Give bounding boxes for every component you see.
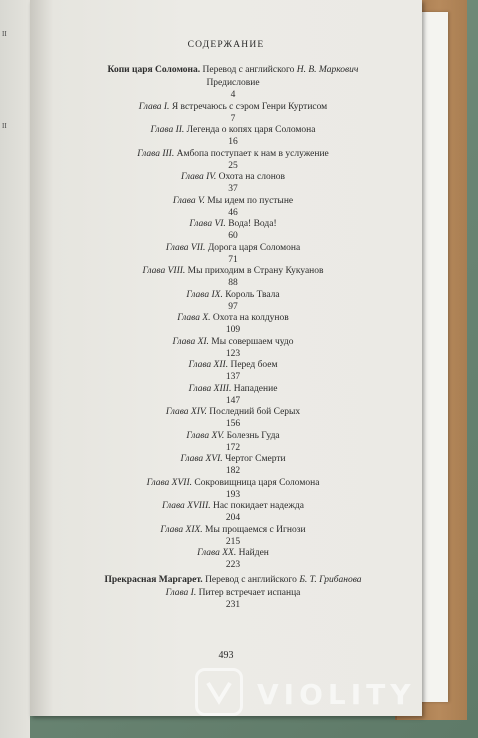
chapter-title: Перед боем	[230, 360, 278, 370]
chapter-title: Я встречаюсь с сэром Генри Куртисом	[171, 101, 328, 112]
chapter-label: Глава X.	[177, 313, 211, 323]
toc-page-number: 60	[228, 231, 238, 241]
chapter-label: Глава II.	[150, 125, 185, 135]
chapter-title: Охота на колдунов	[212, 313, 289, 323]
watermark	[195, 666, 465, 718]
chapter-label: Глава VIII.	[142, 266, 186, 276]
chapter-title: Последний бой Серых	[209, 407, 301, 417]
toc-chapter	[58, 195, 408, 208]
chapter-title: Мы идем по пустыне	[207, 195, 294, 206]
chapter-title: Мы совершаем чудо	[211, 336, 294, 347]
toc-page-number: 182	[225, 466, 241, 476]
toc-chapter	[58, 289, 408, 302]
section-title: Копи царя Соломона.	[107, 65, 201, 75]
toc-page-number: 109	[225, 325, 241, 335]
toc-page-number: 4	[230, 90, 236, 100]
toc-chapter	[58, 312, 408, 325]
chapter-title: Охота на слонов	[218, 172, 286, 182]
toc-chapter	[58, 218, 408, 231]
toc-page-number: 193	[225, 489, 241, 500]
chapter-title: Нас покидает надежда	[212, 501, 304, 511]
toc-page-number: 172	[225, 442, 241, 453]
previous-page-edge	[0, 0, 30, 738]
watermark-text: VIOLITY	[257, 678, 416, 711]
chapter-label: Глава XI.	[172, 336, 209, 347]
chapter-title: Найден	[238, 548, 269, 558]
toc-page-number: 7	[230, 113, 236, 124]
toc-chapter	[58, 148, 408, 161]
toc-chapter	[58, 406, 408, 419]
left-page-fragment: II	[2, 122, 7, 130]
chapter-label: Глава I.	[165, 587, 197, 598]
chapter-title: Дорога царя Соломона	[207, 242, 301, 253]
chapter-title: Вода! Вода!	[228, 219, 277, 229]
chapter-title: Питер встречает испанца	[198, 587, 301, 598]
chapter-label: Глава XIII.	[188, 383, 232, 394]
violity-logo-icon	[195, 668, 243, 716]
toc-page-number: 231	[225, 599, 241, 610]
toc-page-number: 46	[228, 207, 238, 218]
toc-page-number: 37	[228, 184, 238, 194]
chapter-title: Мы приходим в Страну Кукуанов	[187, 266, 324, 276]
chapter-label: Глава XV.	[186, 430, 225, 441]
toc-chapter	[58, 430, 408, 443]
toc-entry-title: Предисловие	[206, 78, 260, 88]
chapter-label: Глава XVII.	[146, 477, 192, 488]
chapter-label: Глава XX.	[197, 548, 237, 558]
toc-section-heading	[58, 574, 408, 587]
toc-page-number: 215	[225, 536, 241, 547]
toc-page-number: 223	[225, 560, 241, 570]
chapter-title: Нападение	[233, 383, 278, 394]
toc-chapter	[58, 453, 408, 466]
toc-page-number: 137	[225, 372, 241, 382]
chapter-label: Глава XIV.	[165, 407, 207, 417]
chapter-title: Легенда о копях царя Соломона	[186, 125, 316, 135]
chapter-title: Чертог Смерти	[225, 454, 286, 464]
toc-chapter	[58, 383, 408, 396]
section-title: Прекрасная Маргарет.	[104, 574, 203, 585]
chapter-title: Амбопа поступает к нам в услужение	[176, 148, 329, 159]
toc-page-number: 97	[228, 301, 238, 312]
section-translator: Н. В. Маркович	[296, 65, 359, 75]
toc-chapter	[58, 477, 408, 490]
chapter-title: Король Твала	[225, 289, 280, 300]
chapter-label: Глава XII.	[188, 360, 229, 370]
chapter-label: Глава I.	[138, 101, 170, 112]
chapter-label: Глава V.	[172, 195, 205, 206]
chapter-label: Глава VI.	[189, 219, 226, 229]
chapter-label: Глава IX.	[186, 289, 223, 300]
chapter-title: Сокровищница царя Соломона	[194, 477, 320, 488]
toc-page-number: 156	[225, 419, 241, 429]
toc-page-number: 123	[225, 348, 241, 359]
toc-chapter	[58, 547, 408, 560]
toc-page-number: 71	[228, 254, 238, 265]
toc-chapter	[58, 500, 408, 513]
toc-page-number: 147	[225, 395, 241, 406]
toc-chapter	[58, 524, 408, 537]
page-title: СОДЕРЖАНИЕ	[187, 40, 265, 50]
chapter-title: Мы прощаемся с Игнози	[205, 524, 306, 535]
chapter-label: Глава XIX.	[160, 524, 203, 535]
left-page-fragment: II	[2, 30, 7, 38]
toc-chapter	[58, 242, 408, 255]
chapter-label: Глава III.	[137, 148, 175, 159]
table-of-contents	[58, 64, 408, 610]
toc-chapter	[58, 124, 408, 137]
chapter-label: Глава XVIII.	[162, 501, 211, 511]
toc-chapter	[58, 101, 408, 114]
contents-page	[30, 0, 422, 716]
toc-section-heading	[58, 64, 408, 77]
chapter-label: Глава IV.	[180, 172, 217, 182]
page-number: 493	[218, 650, 234, 661]
section-translator: Б. Т. Грибанова	[299, 574, 362, 585]
toc-page-number: 25	[228, 160, 238, 171]
section-note: Перевод с английского	[202, 65, 295, 75]
toc-chapter	[58, 265, 408, 278]
toc-page-number: 16	[228, 137, 238, 147]
section-note: Перевод с английского	[205, 574, 297, 585]
toc-chapter	[58, 171, 408, 184]
chapter-label: Глава XVI.	[180, 454, 223, 464]
toc-chapter	[58, 336, 408, 349]
toc-page-number: 204	[225, 513, 241, 523]
chapter-label: Глава VII.	[165, 242, 206, 253]
toc-chapter	[58, 587, 408, 600]
toc-chapter	[58, 359, 408, 372]
chapter-title: Болезнь Гуда	[226, 430, 280, 441]
toc-page-number: 88	[228, 278, 238, 288]
